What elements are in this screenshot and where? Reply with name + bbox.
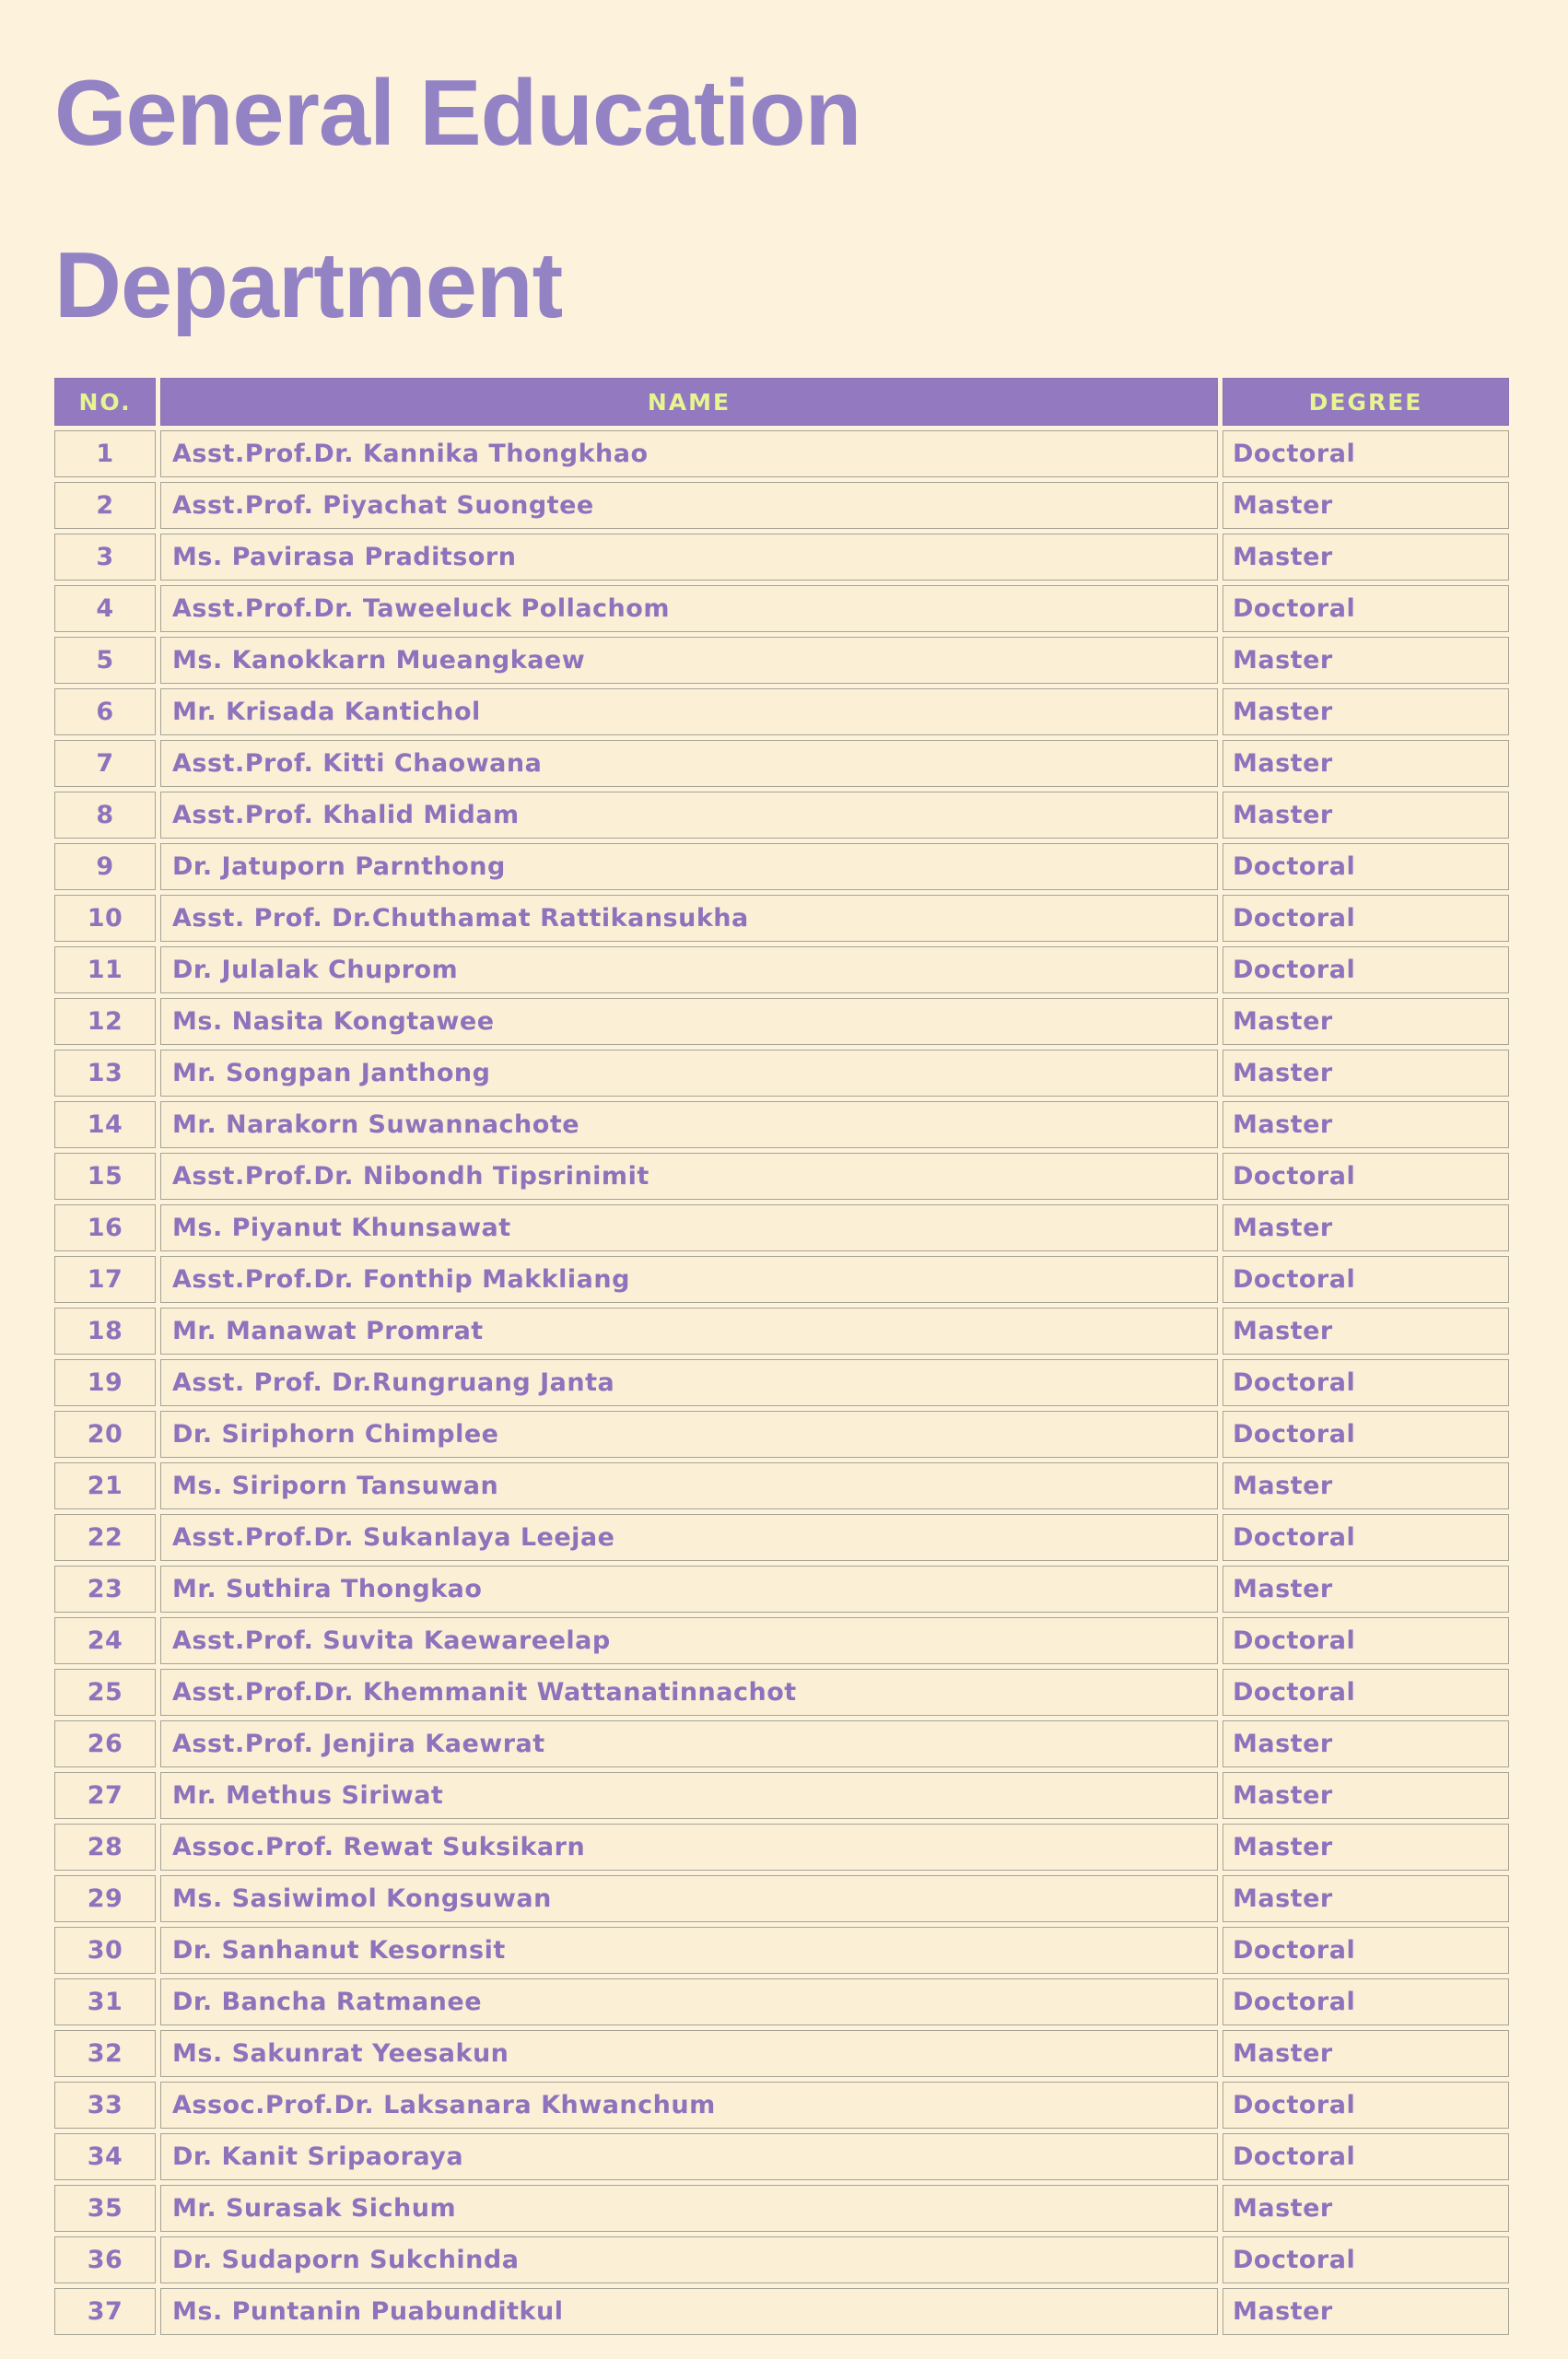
table-row — [54, 1927, 1509, 1974]
row-number-cell: 35 — [54, 2185, 156, 2232]
name-cell: Asst.Prof.Dr. Fonthip Makkliang — [160, 1256, 1218, 1303]
table-row — [54, 482, 1509, 529]
table-row — [54, 740, 1509, 787]
row-number-cell: 27 — [54, 1772, 156, 1819]
degree-cell: Doctoral — [1223, 2082, 1509, 2129]
name-cell: Dr. Kanit Sripaoraya — [160, 2133, 1218, 2180]
page-title-line-1: General Education — [54, 62, 861, 165]
row-number-cell: 20 — [54, 1411, 156, 1458]
table-row — [54, 1256, 1509, 1303]
table-row — [54, 1204, 1509, 1251]
name-cell: Mr. Manawat Promrat — [160, 1308, 1218, 1355]
column-header-name: NAME — [160, 378, 1218, 426]
name-cell: Dr. Julalak Chuprom — [160, 946, 1218, 993]
row-number-cell: 26 — [54, 1720, 156, 1767]
table-row — [54, 946, 1509, 993]
table-row — [54, 1978, 1509, 2025]
degree-cell: Master — [1223, 792, 1509, 839]
row-number-cell: 9 — [54, 843, 156, 890]
row-number-cell: 21 — [54, 1462, 156, 1509]
table-row — [54, 1101, 1509, 1148]
row-number-cell: 22 — [54, 1514, 156, 1561]
row-number-cell: 17 — [54, 1256, 156, 1303]
row-number-cell: 25 — [54, 1669, 156, 1716]
name-cell: Dr. Sanhanut Kesornsit — [160, 1927, 1218, 1974]
name-cell: Asst.Prof.Dr. Taweeluck Pollachom — [160, 585, 1218, 632]
degree-cell: Master — [1223, 688, 1509, 735]
name-cell: Dr. Sudaporn Sukchinda — [160, 2236, 1218, 2283]
degree-cell: Master — [1223, 1566, 1509, 1613]
table-row — [54, 637, 1509, 684]
name-cell: Mr. Methus Siriwat — [160, 1772, 1218, 1819]
page-title — [54, 28, 860, 372]
row-number-cell: 4 — [54, 585, 156, 632]
name-cell: Asst.Prof. Jenjira Kaewrat — [160, 1720, 1218, 1767]
table-row — [54, 1566, 1509, 1613]
name-cell: Ms. Kanokkarn Mueangkaew — [160, 637, 1218, 684]
name-cell: Asst. Prof. Dr.Rungruang Janta — [160, 1359, 1218, 1406]
degree-cell: Master — [1223, 1204, 1509, 1251]
row-number-cell: 13 — [54, 1050, 156, 1097]
row-number-cell: 31 — [54, 1978, 156, 2025]
table-row — [54, 1720, 1509, 1767]
page-title-line-2: Department — [54, 233, 563, 337]
row-number-cell: 30 — [54, 1927, 156, 1974]
name-cell: Ms. Sakunrat Yeesakun — [160, 2030, 1218, 2077]
degree-cell: Doctoral — [1223, 1617, 1509, 1664]
row-number-cell: 15 — [54, 1153, 156, 1200]
degree-cell: Doctoral — [1223, 2133, 1509, 2180]
degree-cell: Doctoral — [1223, 430, 1509, 477]
row-number-cell: 11 — [54, 946, 156, 993]
row-number-cell: 10 — [54, 895, 156, 942]
degree-cell: Doctoral — [1223, 946, 1509, 993]
table-body — [54, 430, 1509, 2335]
name-cell: Dr. Jatuporn Parnthong — [160, 843, 1218, 890]
table-header — [54, 378, 1509, 426]
degree-cell: Master — [1223, 482, 1509, 529]
name-cell: Ms. Puntanin Puabunditkul — [160, 2288, 1218, 2335]
degree-cell: Master — [1223, 1720, 1509, 1767]
table-row — [54, 1050, 1509, 1097]
degree-cell: Doctoral — [1223, 585, 1509, 632]
row-number-cell: 1 — [54, 430, 156, 477]
name-cell: Mr. Narakorn Suwannachote — [160, 1101, 1218, 1148]
name-cell: Asst.Prof. Kitti Chaowana — [160, 740, 1218, 787]
row-number-cell: 37 — [54, 2288, 156, 2335]
degree-cell: Doctoral — [1223, 1978, 1509, 2025]
table-row — [54, 1359, 1509, 1406]
degree-cell: Master — [1223, 998, 1509, 1045]
name-cell: Mr. Krisada Kantichol — [160, 688, 1218, 735]
table-row — [54, 998, 1509, 1045]
row-number-cell: 19 — [54, 1359, 156, 1406]
degree-cell: Doctoral — [1223, 1669, 1509, 1716]
degree-cell: Master — [1223, 1308, 1509, 1355]
row-number-cell: 16 — [54, 1204, 156, 1251]
row-number-cell: 33 — [54, 2082, 156, 2129]
name-cell: Assoc.Prof. Rewat Suksikarn — [160, 1824, 1218, 1871]
row-number-cell: 8 — [54, 792, 156, 839]
table-row — [54, 430, 1509, 477]
table-row — [54, 2185, 1509, 2232]
degree-cell: Doctoral — [1223, 895, 1509, 942]
degree-cell: Doctoral — [1223, 1153, 1509, 1200]
degree-cell: Master — [1223, 2030, 1509, 2077]
row-number-cell: 6 — [54, 688, 156, 735]
row-number-cell: 3 — [54, 534, 156, 581]
row-number-cell: 18 — [54, 1308, 156, 1355]
row-number-cell: 29 — [54, 1875, 156, 1922]
name-cell: Ms. Pavirasa Praditsorn — [160, 534, 1218, 581]
row-number-cell: 7 — [54, 740, 156, 787]
table-row — [54, 1617, 1509, 1664]
degree-cell: Doctoral — [1223, 1927, 1509, 1974]
name-cell: Ms. Sasiwimol Kongsuwan — [160, 1875, 1218, 1922]
table-row — [54, 585, 1509, 632]
degree-cell: Master — [1223, 1101, 1509, 1148]
row-number-cell: 12 — [54, 998, 156, 1045]
degree-cell: Master — [1223, 637, 1509, 684]
table-row — [54, 1411, 1509, 1458]
degree-cell: Master — [1223, 534, 1509, 581]
table-row — [54, 2133, 1509, 2180]
table-row — [54, 895, 1509, 942]
name-cell: Ms. Piyanut Khunsawat — [160, 1204, 1218, 1251]
table-row — [54, 1514, 1509, 1561]
degree-cell: Master — [1223, 740, 1509, 787]
row-number-cell: 34 — [54, 2133, 156, 2180]
degree-cell: Doctoral — [1223, 1359, 1509, 1406]
table-row — [54, 1462, 1509, 1509]
table-row — [54, 1153, 1509, 1200]
table-header-row — [54, 378, 1509, 426]
column-header-degree: DEGREE — [1223, 378, 1509, 426]
column-header-no: NO. — [54, 378, 156, 426]
table-row — [54, 1875, 1509, 1922]
table-row — [54, 534, 1509, 581]
degree-cell: Doctoral — [1223, 843, 1509, 890]
table-row — [54, 1824, 1509, 1871]
name-cell: Asst.Prof.Dr. Kannika Thongkhao — [160, 430, 1218, 477]
table-row — [54, 2030, 1509, 2077]
table-row — [54, 688, 1509, 735]
name-cell: Asst.Prof.Dr. Sukanlaya Leejae — [160, 1514, 1218, 1561]
degree-cell: Master — [1223, 2288, 1509, 2335]
row-number-cell: 24 — [54, 1617, 156, 1664]
name-cell: Asst.Prof. Khalid Midam — [160, 792, 1218, 839]
degree-cell: Master — [1223, 1462, 1509, 1509]
name-cell: Asst.Prof.Dr. Nibondh Tipsrinimit — [160, 1153, 1218, 1200]
table-row — [54, 1308, 1509, 1355]
degree-cell: Master — [1223, 1050, 1509, 1097]
row-number-cell: 2 — [54, 482, 156, 529]
name-cell: Ms. Nasita Kongtawee — [160, 998, 1218, 1045]
name-cell: Asst.Prof. Suvita Kaewareelap — [160, 1617, 1218, 1664]
degree-cell: Master — [1223, 1824, 1509, 1871]
table-row — [54, 2082, 1509, 2129]
name-cell: Asst.Prof.Dr. Khemmanit Wattanatinnachot — [160, 1669, 1218, 1716]
name-cell: Dr. Siriphorn Chimplee — [160, 1411, 1218, 1458]
degree-cell: Master — [1223, 2185, 1509, 2232]
name-cell: Mr. Surasak Sichum — [160, 2185, 1218, 2232]
degree-cell: Doctoral — [1223, 2236, 1509, 2283]
degree-cell: Doctoral — [1223, 1514, 1509, 1561]
row-number-cell: 28 — [54, 1824, 156, 1871]
staff-table — [50, 373, 1514, 2340]
name-cell: Assoc.Prof.Dr. Laksanara Khwanchum — [160, 2082, 1218, 2129]
row-number-cell: 32 — [54, 2030, 156, 2077]
degree-cell: Doctoral — [1223, 1256, 1509, 1303]
name-cell: Asst.Prof. Piyachat Suongtee — [160, 482, 1218, 529]
name-cell: Mr. Suthira Thongkao — [160, 1566, 1218, 1613]
degree-cell: Master — [1223, 1772, 1509, 1819]
name-cell: Mr. Songpan Janthong — [160, 1050, 1218, 1097]
degree-cell: Master — [1223, 1875, 1509, 1922]
name-cell: Dr. Bancha Ratmanee — [160, 1978, 1218, 2025]
name-cell: Asst. Prof. Dr.Chuthamat Rattikansukha — [160, 895, 1218, 942]
table-row — [54, 2236, 1509, 2283]
table-row — [54, 1772, 1509, 1819]
row-number-cell: 5 — [54, 637, 156, 684]
row-number-cell: 23 — [54, 1566, 156, 1613]
table-row — [54, 1669, 1509, 1716]
degree-cell: Doctoral — [1223, 1411, 1509, 1458]
name-cell: Ms. Siriporn Tansuwan — [160, 1462, 1218, 1509]
row-number-cell: 14 — [54, 1101, 156, 1148]
table-row — [54, 843, 1509, 890]
table-row — [54, 2288, 1509, 2335]
table-row — [54, 792, 1509, 839]
row-number-cell: 36 — [54, 2236, 156, 2283]
